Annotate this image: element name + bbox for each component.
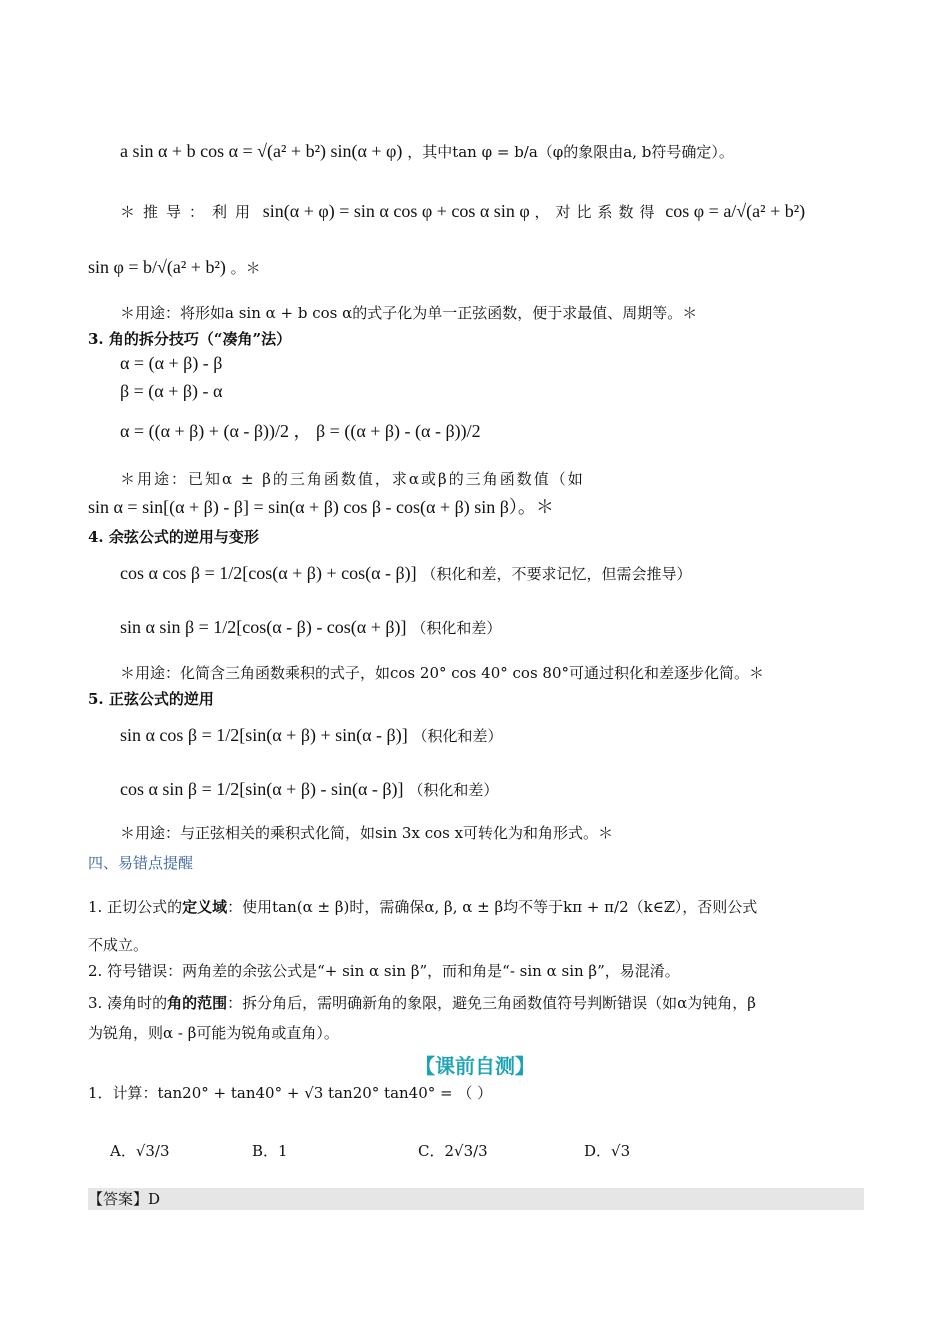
sec3-usage-1: ＊用途：已知α ± β的三角函数值，求α或β的三角函数值（如 — [120, 470, 585, 488]
sec5-formula-2: cos α sin β = 1/2[sin(α + β) - sin(α - β)] — [120, 779, 404, 799]
derivation-sin: sin φ = b/√(a² + b²) — [88, 257, 226, 277]
pretest-question-1: 1．计算：tan20° + tan40° + √3 tan20° tan40° = （ ） — [88, 1084, 493, 1102]
sec5-formula-1: sin α cos β = 1/2[sin(α + β) + sin(α - β)] — [120, 725, 408, 745]
derivation-formula: sin(α + φ) = sin α cos φ + cos α sin φ — [262, 201, 530, 221]
sec4-formula-2-line — [120, 616, 864, 639]
error-item-2: 2. 符号错误：两角差的余弦公式是“+ sin α sin β”，而和角是“- sin α sin β”，易混淆。 — [88, 962, 680, 980]
error-item-3 — [88, 992, 864, 1014]
derivation-line-2 — [88, 256, 864, 279]
error-item-3-text: ：拆分角后，需明确新角的象限，避免三角函数值符号判断错误（如α为钝角，β — [227, 994, 756, 1012]
sec3-usage-2: sin α = sin[(α + β) - β] = sin(α + β) cos β - cos(α + β) sin β）。＊ — [88, 497, 554, 517]
option-c[interactable]: C．2√3/3 — [418, 1142, 488, 1160]
section-4-title: 4. 余弦公式的逆用与变形 — [88, 528, 259, 546]
derivation-line — [120, 200, 864, 223]
section-5-title: 5. 正弦公式的逆用 — [88, 690, 214, 708]
derivation-cos: cos φ = a/√(a² + b²) — [665, 201, 806, 221]
sec4-formula-1-line — [120, 562, 864, 585]
aux-formula-note: ，其中tan φ = b/a（φ的象限由a, b符号确定）。 — [407, 143, 734, 161]
sec5-usage: ＊用途：与正弦相关的乘积式化简，如sin 3x cos x可转化为和角形式。＊ — [120, 824, 614, 842]
option-b[interactable]: B．1 — [252, 1142, 288, 1160]
derivation-end: 。＊ — [230, 259, 261, 277]
sec4-formula-2-note: （积化和差） — [411, 619, 502, 637]
aux-formula: a sin α + b cos α = √(a² + b²) sin(α + φ) — [120, 141, 403, 161]
option-d[interactable]: D．√3 — [584, 1142, 631, 1160]
sec5-formula-1-note: （积化和差） — [412, 727, 503, 745]
sec4-formula-2: sin α sin β = 1/2[cos(α - β) - cos(α + β)] — [120, 617, 407, 637]
error-item-3-bold: 角的范围 — [167, 994, 228, 1012]
errors-section-title: 四、易错点提醒 — [88, 854, 194, 872]
answer-bar: 【答案】D — [88, 1188, 864, 1210]
sec4-usage: ＊用途：化简含三角函数乘积的式子，如cos 20° cos 40° cos 80°可通过积化和差逐步化简。＊ — [120, 664, 764, 682]
sec3-formula-3: α = ((α + β) + (α - β))/2 ， β = ((α + β) - (α - β))/2 — [120, 421, 481, 441]
error-item-1-bold: 定义域 — [182, 898, 228, 916]
aux-usage: ＊用途：将形如a sin α + b cos α的式子化为单一正弦函数，便于求最值、周期等。＊ — [120, 304, 698, 322]
pretest-title: 【课前自测】 — [415, 1054, 535, 1078]
sec3-formula-1: α = (α + β) - β — [120, 353, 223, 373]
error-item-1-prefix: 1. 正切公式的 — [88, 898, 183, 916]
sec5-formula-1-line — [120, 724, 864, 747]
sec4-formula-1: cos α cos β = 1/2[cos(α + β) + cos(α - β)] — [120, 563, 417, 583]
error-item-1-text: ：使用tan(α ± β)时，需确保α, β, α ± β均不等于kπ + π/2（k∈ℤ），否则公式 — [227, 898, 758, 916]
sec5-formula-2-line — [120, 778, 864, 801]
derivation-mid: ，对比系数得 — [534, 203, 661, 221]
sec5-formula-2-note: （积化和差） — [408, 781, 499, 799]
aux-formula-line — [120, 140, 864, 163]
sec4-formula-1-note: （积化和差，不要求记忆，但需会推导） — [421, 565, 692, 583]
option-a[interactable]: A．√3/3 — [110, 1142, 170, 1160]
error-item-1-cont: 不成立。 — [88, 936, 149, 954]
error-item-1 — [88, 896, 864, 918]
derivation-prefix: ＊推导：利用 — [120, 203, 259, 221]
section-3-title: 3. 角的拆分技巧（“凑角”法） — [88, 330, 292, 348]
error-item-3-cont: 为锐角，则α - β可能为锐角或直角）。 — [88, 1024, 339, 1042]
sec3-formula-2: β = (α + β) - α — [120, 381, 223, 401]
error-item-3-prefix: 3. 凑角时的 — [88, 994, 168, 1012]
